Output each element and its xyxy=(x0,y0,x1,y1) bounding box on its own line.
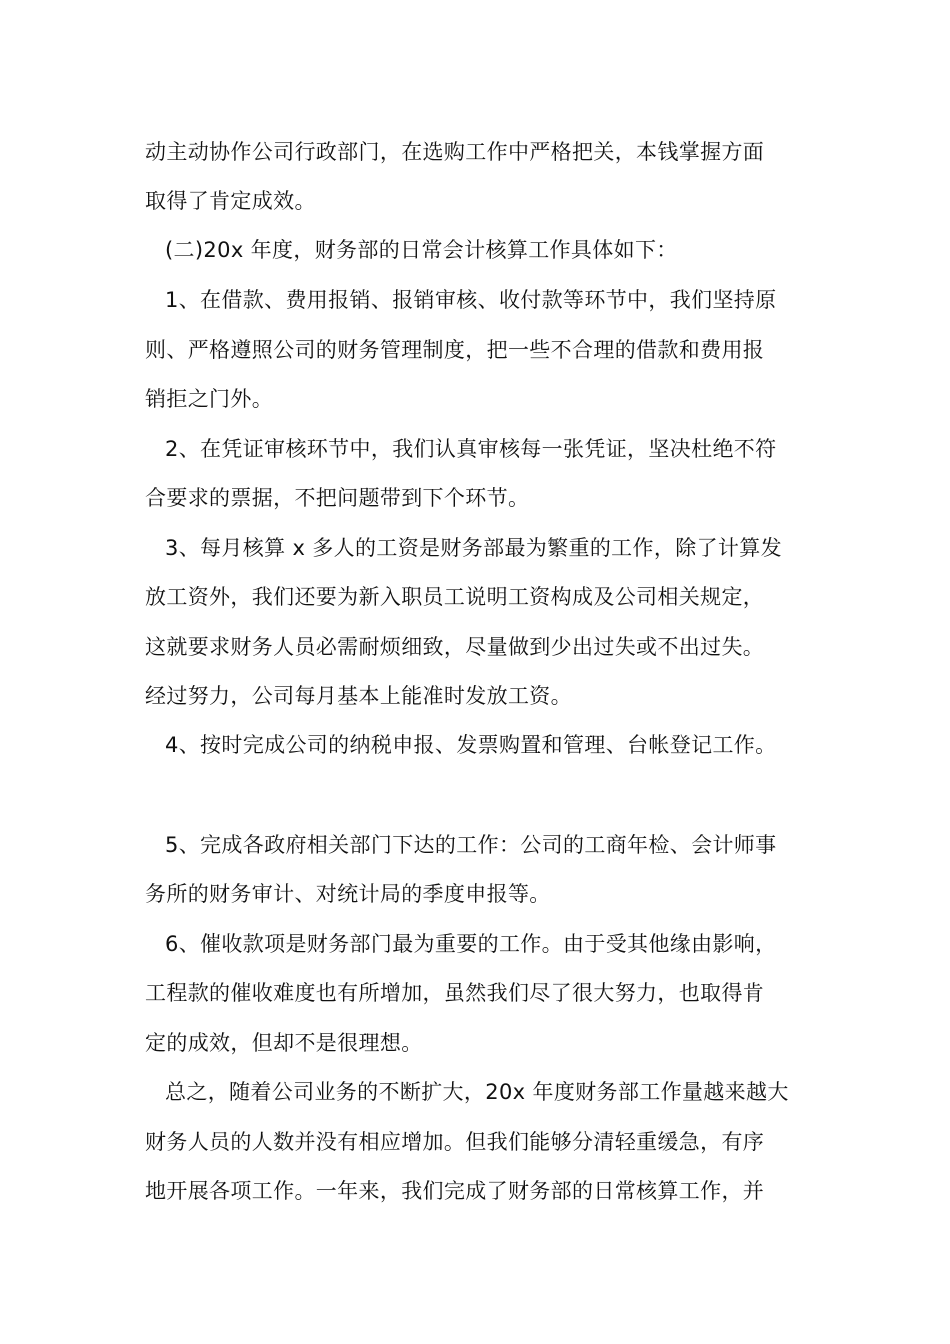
text-line: 6、催收款项是财务部门最为重要的工作。由于受其他缘由影响， xyxy=(165,932,777,956)
text-line: 总之，随着公司业务的不断扩大，20x 年度财务部工作量越来越大 xyxy=(165,1080,789,1104)
text-line: 5、完成各政府相关部门下达的工作：公司的工商年检、会计师事 xyxy=(165,833,777,857)
text-line: 4、按时完成公司的纳税申报、发票购置和管理、台帐登记工作。 xyxy=(165,733,777,757)
text-line: 3、每月核算 x 多人的工资是财务部最为繁重的工作，除了计算发 xyxy=(165,536,782,560)
text-line: 2、在凭证审核环节中，我们认真审核每一张凭证，坚决杜绝不符 xyxy=(165,437,777,461)
text-line: 取得了肯定成效。 xyxy=(145,189,316,213)
text-line: (二)20x 年度，财务部的日常会计核算工作具体如下： xyxy=(165,238,678,262)
text-line: 工程款的催收难度也有所增加，虽然我们尽了很大努力，也取得肯 xyxy=(145,981,765,1005)
text-line: 地开展各项工作。一年来，我们完成了财务部的日常核算工作，并 xyxy=(145,1179,765,1203)
text-line: 动主动协作公司行政部门，在选购工作中严格把关，本钱掌握方面 xyxy=(145,140,765,164)
text-line: 这就要求财务人员必需耐烦细致，尽量做到少出过失或不出过失。 xyxy=(145,635,765,659)
text-line: 合要求的票据，不把问题带到下个环节。 xyxy=(145,486,530,510)
text-line: 定的成效，但却不是很理想。 xyxy=(145,1031,423,1055)
text-line: 则、严格遵照公司的财务管理制度，把一些不合理的借款和费用报 xyxy=(145,338,765,362)
text-line: 放工资外，我们还要为新入职员工说明工资构成及公司相关规定， xyxy=(145,585,765,609)
text-line: 销拒之门外。 xyxy=(145,387,274,411)
text-line: 1、在借款、费用报销、报销审核、收付款等环节中，我们坚持原 xyxy=(165,288,777,312)
text-line: 务所的财务审计、对统计局的季度申报等。 xyxy=(145,882,551,906)
text-line: 经过努力，公司每月基本上能准时发放工资。 xyxy=(145,684,572,708)
text-line: 财务人员的人数并没有相应增加。但我们能够分清轻重缓急，有序 xyxy=(145,1130,765,1154)
